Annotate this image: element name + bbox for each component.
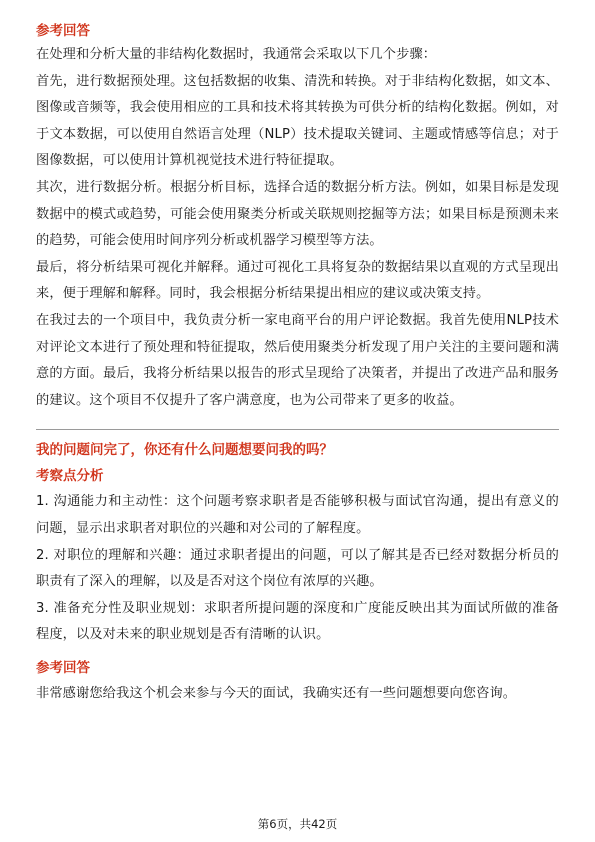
page-number-footer: 第6页，共42页 (257, 817, 338, 831)
reference-answer-heading: 参考回答 (36, 23, 90, 39)
answer-step3-paragraph: 最后，将分析结果可视化并解释。通过可视化工具将复杂的数据结果以直观的方式呈现出来，便于理解和解释。同时，我会根据分析结果提出相应的建议或决策支持。 (36, 259, 559, 302)
analysis-item-1: 1. 沟通能力和主动性：这个问题考察求职者是否能够积极与面试官沟通，提出有意义的问题，显示出求职者对职位的兴趣和对公司的了解程度。 (36, 494, 559, 536)
section-divider (36, 429, 559, 430)
document-page (36, 20, 559, 707)
analysis-item-2: 2. 对职位的理解和兴趣：通过求职者提出的问题，可以了解其是否已经对数据分析员的职责有了深入的理解，以及是否对这个岗位有浓厚的兴趣。 (36, 547, 559, 590)
analysis-heading: 考察点分析 (36, 468, 104, 485)
answer-first-line: 非常感谢您给我这个机会来参与今天的面试，我确实还有一些问题想要向您咨询。 (36, 685, 517, 701)
answer-step2-paragraph: 其次，进行数据分析。根据分析目标，选择合适的数据分析方法。例如，如果目标是发现数据中的模式或趋势，可能会使用聚类分析或关联规则挖掘等方法；如果目标是预测未来的趋势，可能会使用时间序列分析或机器学习模型等方法。 (36, 179, 559, 249)
answer-intro-paragraph: 在处理和分析大量的非结构化数据时，我通常会采取以下几个步骤： (36, 47, 437, 62)
answer-project-paragraph: 在我过去的一个项目中，我负责分析一家电商平台的用户评论数据。我首先使用NLP技术对评论文本进行了预处理和特征提取，然后使用聚类分析发现了用户关注的主要问题和满意的方面。最后，我将分析结果以报告的形式呈现给了决策者，并提出了改进产品和服务的建议。这个项目不仅提升了客户满意度，也为公司带来了更多的收益。 (36, 312, 559, 408)
analysis-item-3: 3. 准备充分性及职业规划：求职者所提问题的深度和广度能反映出其为面试所做的准备程度，以及对未来的职业规划是否有清晰的认识。 (36, 600, 559, 643)
interview-question: 我的问题问完了，你还有什么问题想要问我的吗？ (36, 442, 333, 459)
answer-step1-paragraph: 首先，进行数据预处理。这包括数据的收集、清洗和转换。对于非结构化数据，如文本、图像或音频等，我会使用相应的工具和技术将其转换为可供分析的结构化数据。例如，对于文本数据，可以使用自然语言处理（NLP）技术提取关键词、主题或情感等信息；对于图像数据，可以使用计算机视觉技术进行特征提取。 (36, 73, 559, 169)
reference-answer-heading-2: 参考回答 (36, 659, 90, 676)
